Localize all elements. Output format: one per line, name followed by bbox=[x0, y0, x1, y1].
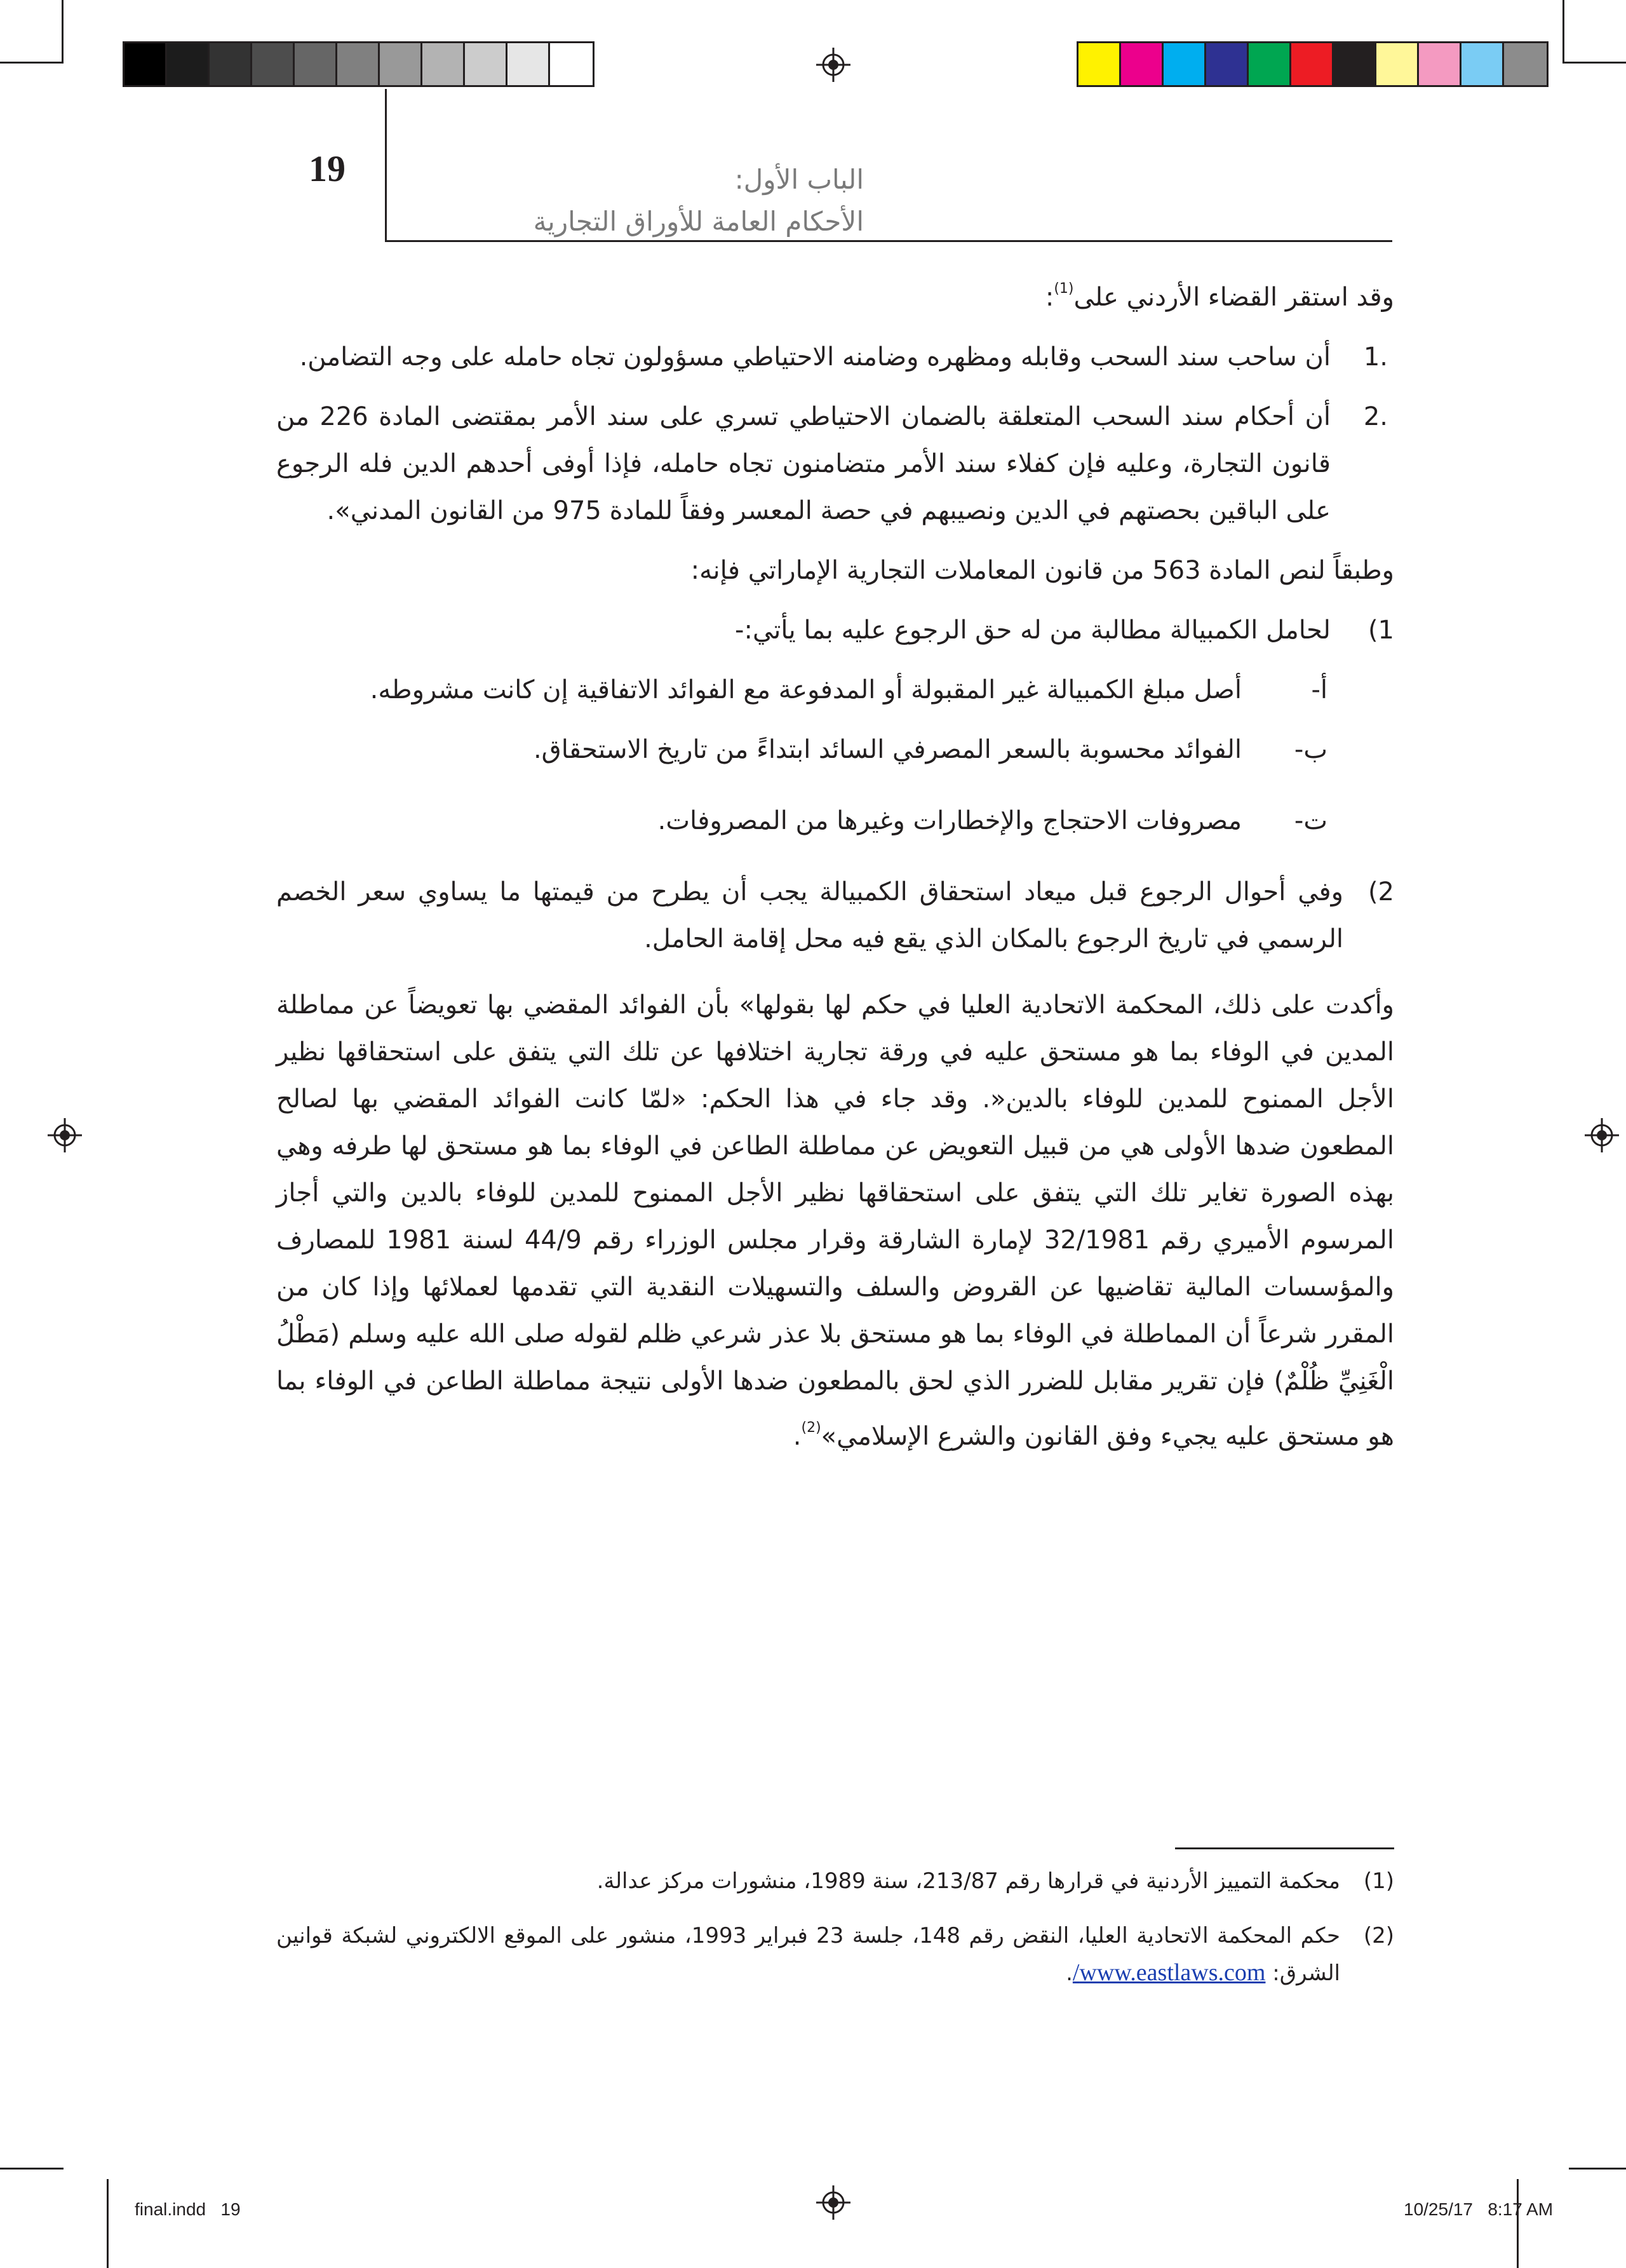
sub-list-item bbox=[276, 666, 1394, 713]
paragraph: وأكدت على ذلك، المحكمة الاتحادية العليا في حكم لها بقولها» بأن الفوائد المقضي بها تعويضاً عن مماطلة المدين في الوفاء بما هو مستحق عليه في ورقة تجارية اختلافها عن تلك التي يتفق على استحقاقها نظير الأجل الممنوح للمدين للوفاء بالدين«. وقد جاء في هذا الحكم: «لمّا كانت الفوائد المقضي بها لصالح المطعون ضدها الأولى هي من قبيل التعويض عن مماطلة الطاعن في الوفاء بما هو مستحق لها طرفه وهي بهذه الصورة تغاير تلك التي يتفق على استحقاقها نظير الأجل الممنوح للمدين للوفاء بالدين والتي أجاز المرسوم الأميري رقم 32/1981 لإمارة الشارقة وقرار مجلس الوزراء رقم 44/9 لسنة 1981 للمصارف والمؤسسات المالية تقاضيها عن القروض والسلف والتسهيلات النقدية التي تقدمها لعملائها وإذا كان من المقرر شرعاً أن المماطلة في الوفاء بما هو مستحق بلا عذر شرعي ظلم لقوله صلى الله عليه وسلم (مَطْلُ الْغَنِيِّ ظُلْمٌ) فإن تقرير مقابل للضرر الذي لحق بالمطعون ضدها الأولى نتيجة مماطلة الطاعن في الوفاء بما هو مستحق عليه يجيء وفق القانون والشرع الإسلامي»$^{(2)}$. bbox=[276, 990, 1394, 1451]
grayscale-swatch bbox=[124, 43, 167, 85]
footnote-link[interactable]: www.eastlaws.com/ bbox=[1072, 1959, 1266, 1986]
grayscale-swatch bbox=[252, 43, 295, 85]
grayscale-color-bar bbox=[123, 41, 595, 87]
footnote-number: (1) bbox=[1363, 1868, 1394, 1894]
process-color-bar bbox=[1077, 41, 1549, 87]
intro-paragraph: وقد استقر القضاء الأردني على$^{(1)}$: bbox=[1045, 281, 1394, 312]
list-item bbox=[276, 607, 1394, 654]
registration-mark-icon bbox=[1585, 1118, 1619, 1152]
grayscale-swatch bbox=[550, 43, 593, 85]
sub-list-letter: أ- bbox=[1311, 675, 1327, 705]
list-item bbox=[276, 334, 1394, 381]
main-text bbox=[276, 266, 1394, 1460]
process-swatch bbox=[1291, 43, 1334, 85]
crop-mark bbox=[62, 0, 64, 64]
list-item bbox=[276, 868, 1394, 962]
header-vertical-rule bbox=[385, 89, 387, 241]
footnote-number: (2) bbox=[1363, 1923, 1394, 1948]
list-item bbox=[276, 393, 1394, 534]
registration-mark-icon bbox=[816, 48, 850, 82]
list-number: .2 bbox=[1363, 402, 1388, 431]
grayscale-swatch bbox=[295, 43, 337, 85]
footnotes bbox=[276, 1863, 1394, 1992]
footnote-text: محكمة التمييز الأردنية في قرارها رقم 213/87، سنة 1989، منشورات مركز عدالة. bbox=[596, 1868, 1340, 1894]
sub-list-text: أصل مبلغ الكمبيالة غير المقبولة أو المدفوعة مع الفوائد الاتفاقية إن كانت مشروطه. bbox=[370, 675, 1242, 705]
slug-filename: final.indd 19 bbox=[135, 2199, 241, 2219]
sub-list-item bbox=[276, 797, 1394, 844]
crop-mark bbox=[107, 2179, 109, 2268]
crop-mark bbox=[1569, 2168, 1626, 2170]
grayscale-swatch bbox=[210, 43, 252, 85]
sub-list-letter: ت- bbox=[1294, 806, 1327, 835]
list-item-text: وفي أحوال الرجوع قبل ميعاد استحقاق الكمبيالة يجب أن يطرح من قيمتها ما يساوي سعر الخصم الرسمي في تاريخ الرجوع بالمكان الذي يقع فيه محل إقامة الحامل. bbox=[276, 877, 1343, 954]
process-swatch bbox=[1078, 43, 1121, 85]
process-swatch bbox=[1164, 43, 1206, 85]
footnote-item bbox=[276, 1863, 1394, 1900]
paragraph: وطبقاً لنص المادة 563 من قانون المعاملات التجارية الإماراتي فإنه: bbox=[690, 555, 1394, 585]
sub-list-letter: ب- bbox=[1294, 734, 1327, 764]
process-swatch bbox=[1419, 43, 1461, 85]
process-swatch bbox=[1461, 43, 1504, 85]
page-number: 19 bbox=[309, 148, 346, 189]
grayscale-swatch bbox=[507, 43, 550, 85]
footnote-ref: (1) bbox=[1054, 281, 1074, 297]
process-swatch bbox=[1376, 43, 1419, 85]
process-swatch bbox=[1121, 43, 1164, 85]
crop-mark bbox=[0, 62, 64, 64]
registration-mark-icon bbox=[48, 1118, 82, 1152]
grayscale-swatch bbox=[465, 43, 507, 85]
list-item-text: لحامل الكمبيالة مطالبة من له حق الرجوع عليه بما يأتي:- bbox=[735, 615, 1331, 645]
process-swatch bbox=[1504, 43, 1547, 85]
footnote-ref: (2) bbox=[801, 1419, 821, 1436]
crop-mark bbox=[1517, 2179, 1519, 2268]
list-number: 2) bbox=[1367, 877, 1394, 907]
process-swatch bbox=[1206, 43, 1249, 85]
sub-list-text: الفوائد محسوبة بالسعر المصرفي السائد ابتداءً من تاريخ الاستحقاق. bbox=[533, 734, 1242, 764]
sub-list-item bbox=[276, 726, 1394, 773]
registration-mark-icon bbox=[816, 2185, 850, 2220]
running-head-chapter: الباب الأول: bbox=[734, 164, 864, 195]
process-swatch bbox=[1334, 43, 1376, 85]
grayscale-swatch bbox=[337, 43, 380, 85]
list-item-text: أن ساحب سند السحب وقابله ومظهره وضامنه الاحتياطي مسؤولون تجاه حامله على وجه التضامن. bbox=[299, 342, 1331, 372]
list-number: 1) bbox=[1367, 615, 1394, 645]
crop-mark bbox=[1562, 0, 1564, 64]
slug-timestamp: 10/25/17 8:17 AM bbox=[1404, 2199, 1554, 2219]
running-head bbox=[419, 159, 864, 243]
process-swatch bbox=[1249, 43, 1291, 85]
list-item-text: أن أحكام سند السحب المتعلقة بالضمان الاحتياطي تسري على سند الأمر بمقتضى المادة 226 من قانون التجارة، وعليه فإن كفلاء سند الأمر متضامنون تجاه حامله، فإذا أوفى أحدهم الدين فله الرجوع على الباقين بحصتهم في الدين ونصيبهم في حصة المعسر وفقاً للمادة 975 من القانون المدني». bbox=[276, 402, 1331, 525]
running-head-title: الأحكام العامة للأوراق التجارية bbox=[533, 206, 864, 237]
sub-list-text: مصروفات الاحتجاج والإخطارات وغيرها من المصروفات. bbox=[657, 806, 1242, 835]
grayscale-swatch bbox=[422, 43, 465, 85]
footnote-item bbox=[276, 1917, 1394, 1992]
crop-mark bbox=[0, 2168, 64, 2170]
crop-mark bbox=[1562, 62, 1626, 64]
list-number: .1 bbox=[1363, 342, 1388, 372]
footnote-separator bbox=[1175, 1847, 1394, 1849]
footnote-text: حكم المحكمة الاتحادية العليا، النقض رقم 148، جلسة 23 فبراير 1993، منشور على الموقع الالكتروني لشبكة قوانين الشرق: www.eastlaws.com/. bbox=[276, 1923, 1340, 1986]
grayscale-swatch bbox=[167, 43, 210, 85]
grayscale-swatch bbox=[380, 43, 422, 85]
